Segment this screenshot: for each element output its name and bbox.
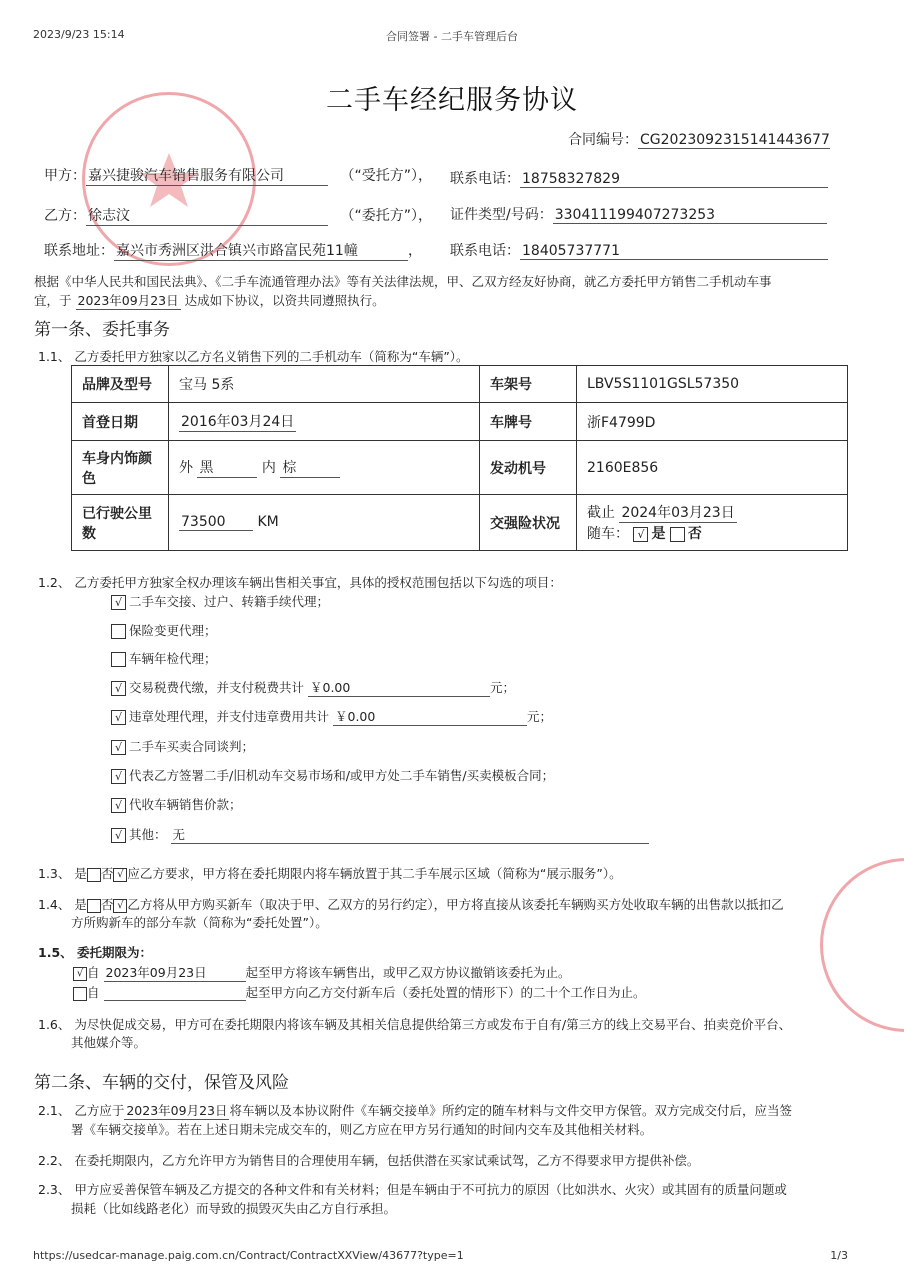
print-datetime: 2023/9/23 15:14: [33, 28, 125, 41]
document-title: 二手车经纪服务协议: [326, 85, 578, 116]
c13-no-checkbox[interactable]: √: [113, 868, 127, 882]
party-a-row: 甲方： 嘉兴捷骏汽车销售服务有限公司 （“受托方”），: [44, 165, 432, 186]
insurance-no-checkbox[interactable]: [670, 527, 685, 542]
violation-amount: ￥0.00: [333, 707, 527, 726]
engine-value: 2160E856: [577, 441, 848, 495]
auth-checkbox[interactable]: [111, 624, 126, 639]
vin-label: 车架号: [480, 366, 577, 403]
party-b-phone: 18405737771: [520, 243, 828, 260]
exterior-color: 黑: [197, 457, 257, 478]
intro-line-1: 根据《中华人民共和国民法典》、《二手车流通管理办法》等有关法律法规，甲、乙双方经友好协商，就乙方委托甲方销售二手机动车事: [34, 274, 772, 289]
party-b-id-row: 证件类型/号码： 330411199407273253: [450, 204, 827, 224]
plate-value: 浙F4799D: [577, 403, 848, 441]
clause-1-1: 1.1、 乙方委托甲方独家以乙方名义销售下列的二手机动车（简称为“车辆”）。: [38, 349, 469, 364]
table-row: 车身内饰颜色 外 黑 内 棕 发动机号 2160E856: [72, 441, 848, 495]
mileage-label: 已行驶公里数: [72, 495, 169, 551]
table-row: [72, 366, 848, 403]
insurance-yes-checkbox[interactable]: √: [633, 527, 648, 542]
plate-label: 车牌号: [480, 403, 577, 441]
page-url: https://usedcar-manage.paig.com.cn/Contract/ContractXXView/43677?type=1: [33, 1249, 464, 1262]
section-2-title: 第二条、车辆的交付，保管及风险: [34, 1073, 289, 1093]
intro-line-2: 宜，于 2023年09月23日 达成如下协议，以资共同遵照执行。: [34, 293, 385, 308]
agreement-date: 2023年09月23日: [77, 293, 179, 308]
party-b-name: 徐志汶: [86, 205, 328, 226]
auth-checkbox[interactable]: √: [111, 595, 126, 610]
auth-item: √ 代表乙方签署二手/旧机动车交易市场和/或甲方处二手车销售/买卖模板合同；: [111, 766, 554, 784]
party-b-row: 乙方： 徐志汶 （“委托方”），: [44, 205, 432, 226]
party-b-id: 330411199407273253: [553, 207, 827, 224]
contract-number: 合同编号： CG2023092315141443677: [568, 132, 830, 148]
brand-value: 宝马 5系: [169, 366, 480, 403]
c14-no-checkbox[interactable]: √: [113, 899, 127, 913]
auth-checkbox[interactable]: √: [111, 740, 126, 755]
engine-label: 发动机号: [480, 441, 577, 495]
contract-number-value: CG2023092315141443677: [640, 132, 830, 148]
clause-1-5-title: 1.5、 委托期限为：: [38, 945, 152, 960]
clause-1-4: 1.4、 是 否 √ 乙方将从甲方购买新车（取决于甲、乙双方的另行约定），甲方将直接从该委托车辆购买方处收取车辆的出售款以抵扣乙: [38, 897, 784, 912]
vehicle-table: [71, 365, 848, 551]
tax-amount: ￥0.00: [308, 678, 490, 697]
vin-value: LBV5S1101GSL57350: [577, 366, 848, 403]
auth-item: √ 违章处理代理，并支付违章费用共计 ￥0.00 元；: [111, 707, 552, 726]
mileage-value: 73500: [179, 514, 253, 531]
party-b-phone-row: 联系电话： 18405737771: [450, 240, 828, 260]
page-number: 1/3: [830, 1249, 848, 1262]
party-a-phone-row: 联系电话： 18758327829: [450, 168, 828, 188]
auth-item: √ 其他： 无: [111, 825, 649, 844]
insurance-label: 交强险状况: [480, 495, 577, 551]
auth-item: √ 二手车买卖合同谈判；: [111, 737, 254, 755]
clause-2-2: 2.2、 在委托期限内，乙方允许甲方为销售目的合理使用车辆，包括供潜在买家试乘试驾，乙方不得要求甲方提供补偿。: [38, 1153, 700, 1168]
auth-checkbox[interactable]: √: [111, 828, 126, 843]
table-row: [72, 403, 848, 441]
party-a-name: 嘉兴捷骏汽车销售服务有限公司: [86, 165, 328, 186]
party-b-address-row: 联系地址： 嘉兴市秀洲区洪合镇兴市路富民苑11幢 ，: [44, 240, 422, 261]
company-seal-right: [820, 858, 904, 1032]
clause-1-3: 1.3、 是 否 √ 应乙方要求，甲方将在委托期限内将车辆放置于其二手车展示区域（简称为“展示服务”）。: [38, 866, 622, 881]
party-a-phone: 18758327829: [520, 171, 828, 188]
registration-date: 2016年03月24日: [179, 411, 296, 432]
auth-item: √ 二手车交接、过户、转籍手续代理；: [111, 592, 329, 610]
clause-1-6: 1.6、 为尽快促成交易，甲方可在委托期限内将该车辆及其相关信息提供给第三方或发布于自有/第三方的线上交易平台、拍卖竞价平台、: [38, 1017, 792, 1032]
other-value: 无: [171, 825, 649, 844]
term-a-checkbox[interactable]: √: [73, 967, 87, 981]
clause-2-1-line-2: 署《车辆交接单》。若在上述日期未完成交车的，则乙方应在甲方另行通知的时间内交车及其他相关材料。: [71, 1122, 653, 1137]
browser-page-title: 合同签署 - 二手车管理后台: [386, 30, 518, 43]
insurance-until: 2024年03月23日: [619, 502, 736, 523]
auth-checkbox[interactable]: √: [111, 769, 126, 784]
brand-label: 品牌及型号: [72, 366, 169, 403]
term-option-b: 自 起至甲方向乙方交付新车后（委托处置的情形下）的二十个工作日为止。: [73, 983, 646, 1001]
auth-item: 保险变更代理；: [111, 621, 217, 639]
auth-item: √ 交易税费代缴，并支付税费共计 ￥0.00 元；: [111, 678, 515, 697]
clause-2-1: 2.1、 乙方应于 2023年09月23日 将车辆以及本协议附件《车辆交接单》所约定的随车材料与文件交甲方保管。双方完成交付后，应当签: [38, 1103, 792, 1118]
clause-1-6-line-2: 其他媒介等。: [71, 1035, 147, 1050]
term-b-date: [104, 985, 246, 1001]
term-option-a: √ 自 2023年09月23日 起至甲方将该车辆售出，或甲乙双方协议撤销该委托为止。: [73, 963, 571, 982]
party-b-address: 嘉兴市秀洲区洪合镇兴市路富民苑11幢: [114, 240, 408, 261]
clause-2-3: 2.3、 甲方应妥善保管车辆及乙方提交的各种文件和有关材料；但是车辆由于不可抗力的原因（比如洪水、火灾）或其固有的质量问题或: [38, 1182, 787, 1197]
registration-label: 首登日期: [72, 403, 169, 441]
auth-checkbox[interactable]: √: [111, 710, 126, 725]
term-start-date: 2023年09月23日: [104, 963, 246, 982]
section-1-title: 第一条、委托事务: [34, 320, 170, 340]
term-b-checkbox[interactable]: [73, 987, 87, 1001]
color-label: 车身内饰颜色: [72, 441, 169, 495]
table-row: 已行驶公里数 73500 KM 交强险状况 截止 2024年03月23日 随车： √ 是 否: [72, 495, 848, 551]
delivery-date: 2023年09月23日: [126, 1103, 228, 1118]
interior-color: 棕: [280, 457, 340, 478]
c13-yes-checkbox[interactable]: [87, 868, 101, 882]
auth-checkbox[interactable]: √: [111, 798, 126, 813]
clause-2-3-line-2: 损耗（比如线路老化）而导致的损毁灭失由乙方自行承担。: [71, 1201, 397, 1216]
c14-yes-checkbox[interactable]: [87, 899, 101, 913]
clause-1-4-line-2: 方所购新车的部分车款（简称为“委托处置”）。: [71, 915, 328, 930]
auth-item: √ 代收车辆销售价款；: [111, 795, 242, 813]
auth-checkbox[interactable]: √: [111, 681, 126, 696]
auth-checkbox[interactable]: [111, 652, 126, 667]
clause-1-2: 1.2、 乙方委托甲方独家全权办理该车辆出售相关事宜，具体的授权范围包括以下勾选的项目：: [38, 575, 562, 590]
auth-item: 车辆年检代理；: [111, 649, 217, 667]
